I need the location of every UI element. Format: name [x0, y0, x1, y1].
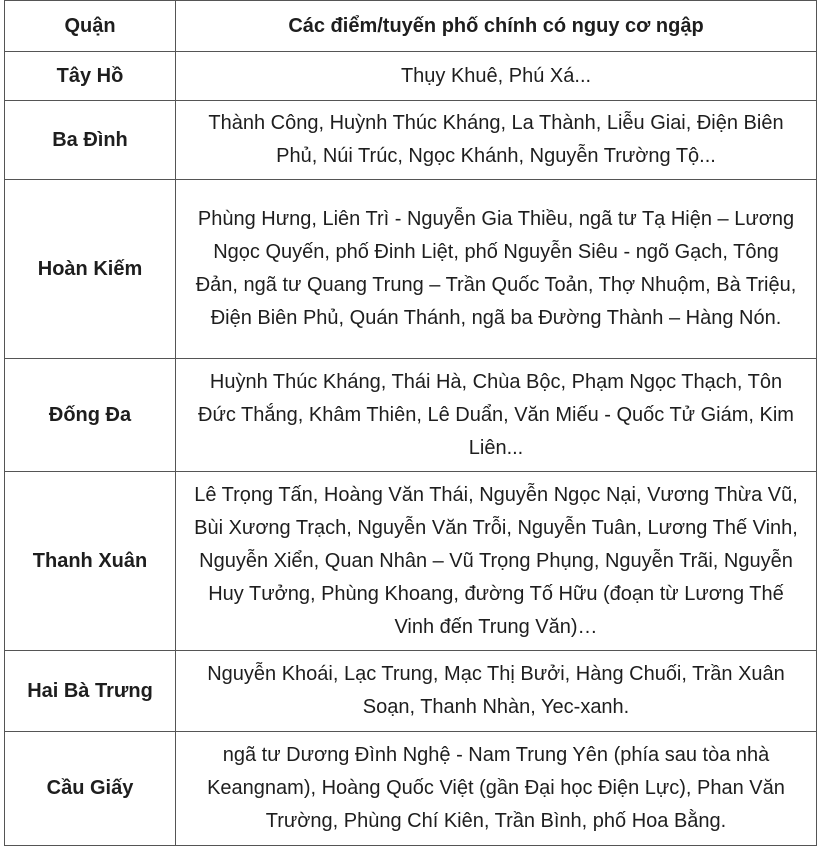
header-district: Quận	[5, 1, 176, 52]
table-header-row	[5, 1, 817, 52]
streets-cell: Nguyễn Khoái, Lạc Trung, Mạc Thị Bưởi, Hàng Chuối, Trần Xuân Soạn, Thanh Nhàn, Yec-xanh.	[176, 651, 817, 732]
table-row	[5, 359, 817, 472]
streets-cell: Thành Công, Huỳnh Thúc Kháng, La Thành, Liễu Giai, Điện Biên Phủ, Núi Trúc, Ngọc Khánh, Nguyễn Trường Tộ...	[176, 101, 817, 180]
table-row	[5, 651, 817, 732]
streets-cell: Lê Trọng Tấn, Hoàng Văn Thái, Nguyễn Ngọc Nại, Vương Thừa Vũ, Bùi Xương Trạch, Nguyễn Văn Trỗi, Nguyễn Tuân, Lương Thế Vinh, Nguyễn Xiển, Quan Nhân – Vũ Trọng Phụng, Nguyễn Trãi, Nguyễn Huy Tưởng, Phùng Khoang, đường Tố Hữu (đoạn từ Lương Thế Vinh đến Trung Văn)…	[176, 472, 817, 651]
table-row	[5, 52, 817, 101]
district-cell: Ba Đình	[5, 101, 176, 180]
district-cell: Đống Đa	[5, 359, 176, 472]
flood-risk-table	[4, 0, 817, 846]
table-row	[5, 472, 817, 651]
table-row	[5, 732, 817, 846]
table-row	[5, 101, 817, 180]
header-streets: Các điểm/tuyến phố chính có nguy cơ ngập	[176, 1, 817, 52]
district-cell: Hoàn Kiếm	[5, 180, 176, 359]
district-cell: Thanh Xuân	[5, 472, 176, 651]
streets-cell: ngã tư Dương Đình Nghệ - Nam Trung Yên (phía sau tòa nhà Keangnam), Hoàng Quốc Việt (gần Đại học Điện Lực), Phan Văn Trường, Phùng Chí Kiên, Trần Bình, phố Hoa Bằng.	[176, 732, 817, 846]
district-cell: Cầu Giấy	[5, 732, 176, 846]
district-cell: Hai Bà Trưng	[5, 651, 176, 732]
table-row	[5, 180, 817, 359]
streets-cell: Phùng Hưng, Liên Trì - Nguyễn Gia Thiều, ngã tư Tạ Hiện – Lương Ngọc Quyến, phố Đinh Liệt, phố Nguyễn Siêu - ngõ Gạch, Tông Đản, ngã tư Quang Trung – Trần Quốc Toản, Thợ Nhuộm, Bà Triệu, Điện Biên Phủ, Quán Thánh, ngã ba Đường Thành – Hàng Nón.	[176, 180, 817, 359]
streets-cell: Huỳnh Thúc Kháng, Thái Hà, Chùa Bộc, Phạm Ngọc Thạch, Tôn Đức Thắng, Khâm Thiên, Lê Duẩn, Văn Miếu - Quốc Tử Giám, Kim Liên...	[176, 359, 817, 472]
streets-cell: Thụy Khuê, Phú Xá...	[176, 52, 817, 101]
district-cell: Tây Hồ	[5, 52, 176, 101]
